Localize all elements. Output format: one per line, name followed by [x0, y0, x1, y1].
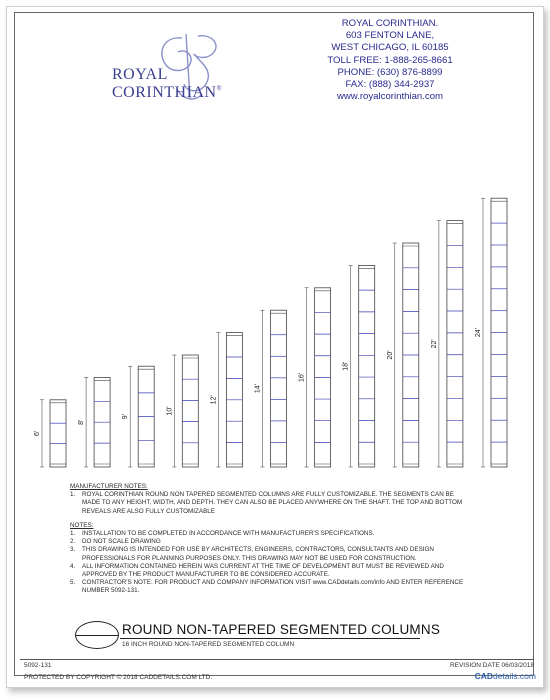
note-number: 4.: [70, 562, 76, 570]
note-item: [70, 579, 470, 595]
title-underline: [120, 638, 420, 639]
note-text: DO NOT SCALE DRAWING: [82, 538, 161, 546]
manufacturer-note-item: [70, 491, 470, 516]
note-text: CONTRACTOR'S NOTE: FOR PRODUCT AND COMPANY INFORMATION VISIT www.CADdetails.com/info AND ENTER REFERENCE NUMBER 5092-131.: [82, 579, 464, 595]
manufacturer-notes-heading: MANUFACTURER NOTES:: [70, 483, 148, 490]
column-height-label: 16': [298, 372, 306, 382]
column-height-label: 12': [210, 395, 218, 405]
contact-block: [290, 18, 490, 103]
notes-heading: NOTES:: [70, 521, 94, 529]
manufacturer-notes-list: [70, 491, 470, 516]
column-height-label: 20': [386, 350, 394, 360]
note-item: [70, 538, 470, 546]
column-height-label: 24': [475, 328, 482, 338]
note-item: [70, 530, 470, 538]
brand-name: ROYAL CORINTHIAN: [112, 66, 217, 101]
phone: PHONE: (630) 876-8899: [337, 66, 443, 78]
caddetails-logo[interactable]: [475, 671, 536, 681]
revision-date: REVISION DATE 06/03/2018: [449, 662, 534, 669]
cad-logo-prefix: CAD: [474, 671, 493, 681]
footer-divider: [20, 659, 534, 660]
note-item: [70, 546, 470, 562]
note-text: INSTALLATION TO BE COMPLETED IN ACCORDANCE WITH MANUFACTURER'S SPECIFICATIONS.: [82, 530, 375, 538]
address-line-2: WEST CHICAGO, IL 60185: [331, 42, 449, 54]
notes-section: [70, 483, 470, 596]
drawing-number: 5092-131: [24, 662, 52, 669]
toll-free: TOLL FREE: 1-888-265-8661: [327, 54, 453, 66]
note-number: 5.: [70, 579, 76, 587]
column-height-label: 22': [430, 339, 438, 349]
notes-list: [70, 530, 470, 596]
column-height-label: 9': [122, 413, 130, 420]
company-name: ROYAL CORINTHIAN.: [341, 18, 439, 29]
note-text: ALL INFORMATION CONTAINED HEREIN WAS CURRENT AT THE TIME OF DEVELOPMENT BUT MUST BE REVIEWED AND APPROVED BY THE PRODUCT MANUFACTURER TO BE CONSIDERED ACCURATE.: [82, 562, 444, 579]
copyright-notice: PROTECTED BY COPYRIGHT © 2018 CADDETAILS.COM LTD.: [24, 674, 213, 681]
address-line-1: 603 FENTON LANE,: [345, 30, 435, 42]
drawing-title: ROUND NON-TAPERED SEGMENTED COLUMNS: [122, 622, 441, 637]
cad-logo-suffix: details.com: [493, 671, 536, 681]
drawing-subtitle: 16 INCH ROUND NON-TAPERED SEGMENTED COLUMN: [122, 641, 295, 648]
column-height-label: 10': [166, 406, 174, 416]
registered-mark-icon: ®: [216, 84, 223, 93]
manufacturer-note-number: 1.: [70, 491, 76, 499]
column-height-label: 6': [34, 430, 41, 437]
column-height-label: 18': [342, 361, 350, 371]
website-link[interactable]: www.royalcorinthian.com: [336, 91, 444, 103]
column-height-label: 14': [254, 384, 262, 394]
note-text: THIS DRAWING IS INTENDED FOR USE BY ARCHITECTS, ENGINEERS, CONTRACTORS, CONSULTANTS AND DESIGN PROFESSIONALS FOR PLANNING PURPOSES ONLY. THIS DRAWING MAY NOT BE USED FOR CONSTRUCTION.: [82, 546, 434, 562]
note-number: 3.: [70, 546, 76, 554]
brand-wordmark: [112, 66, 272, 102]
manufacturer-note-text: ROYAL CORINTHIAN ROUND NON TAPERED SEGMENTED COLUMNS ARE FULLY CUSTOMIZABLE. THE SEGMENTS CAN BE MADE TO ANY HEIGHT, WIDTH, AND DEPTH. THEY CAN ALSO BE PLACED ANYWHERE ON THE SHAFT. THE TOP AND BOTTOM REVEALS ARE ALSO FULLY CUSTOMIZABLE: [82, 491, 463, 515]
note-item: [70, 563, 470, 579]
detail-symbol: [75, 621, 119, 649]
note-number: 1.: [70, 530, 76, 538]
column-height-label: 8': [78, 419, 86, 425]
fax: FAX: (888) 344-2937: [345, 79, 435, 91]
note-number: 2.: [70, 538, 76, 546]
